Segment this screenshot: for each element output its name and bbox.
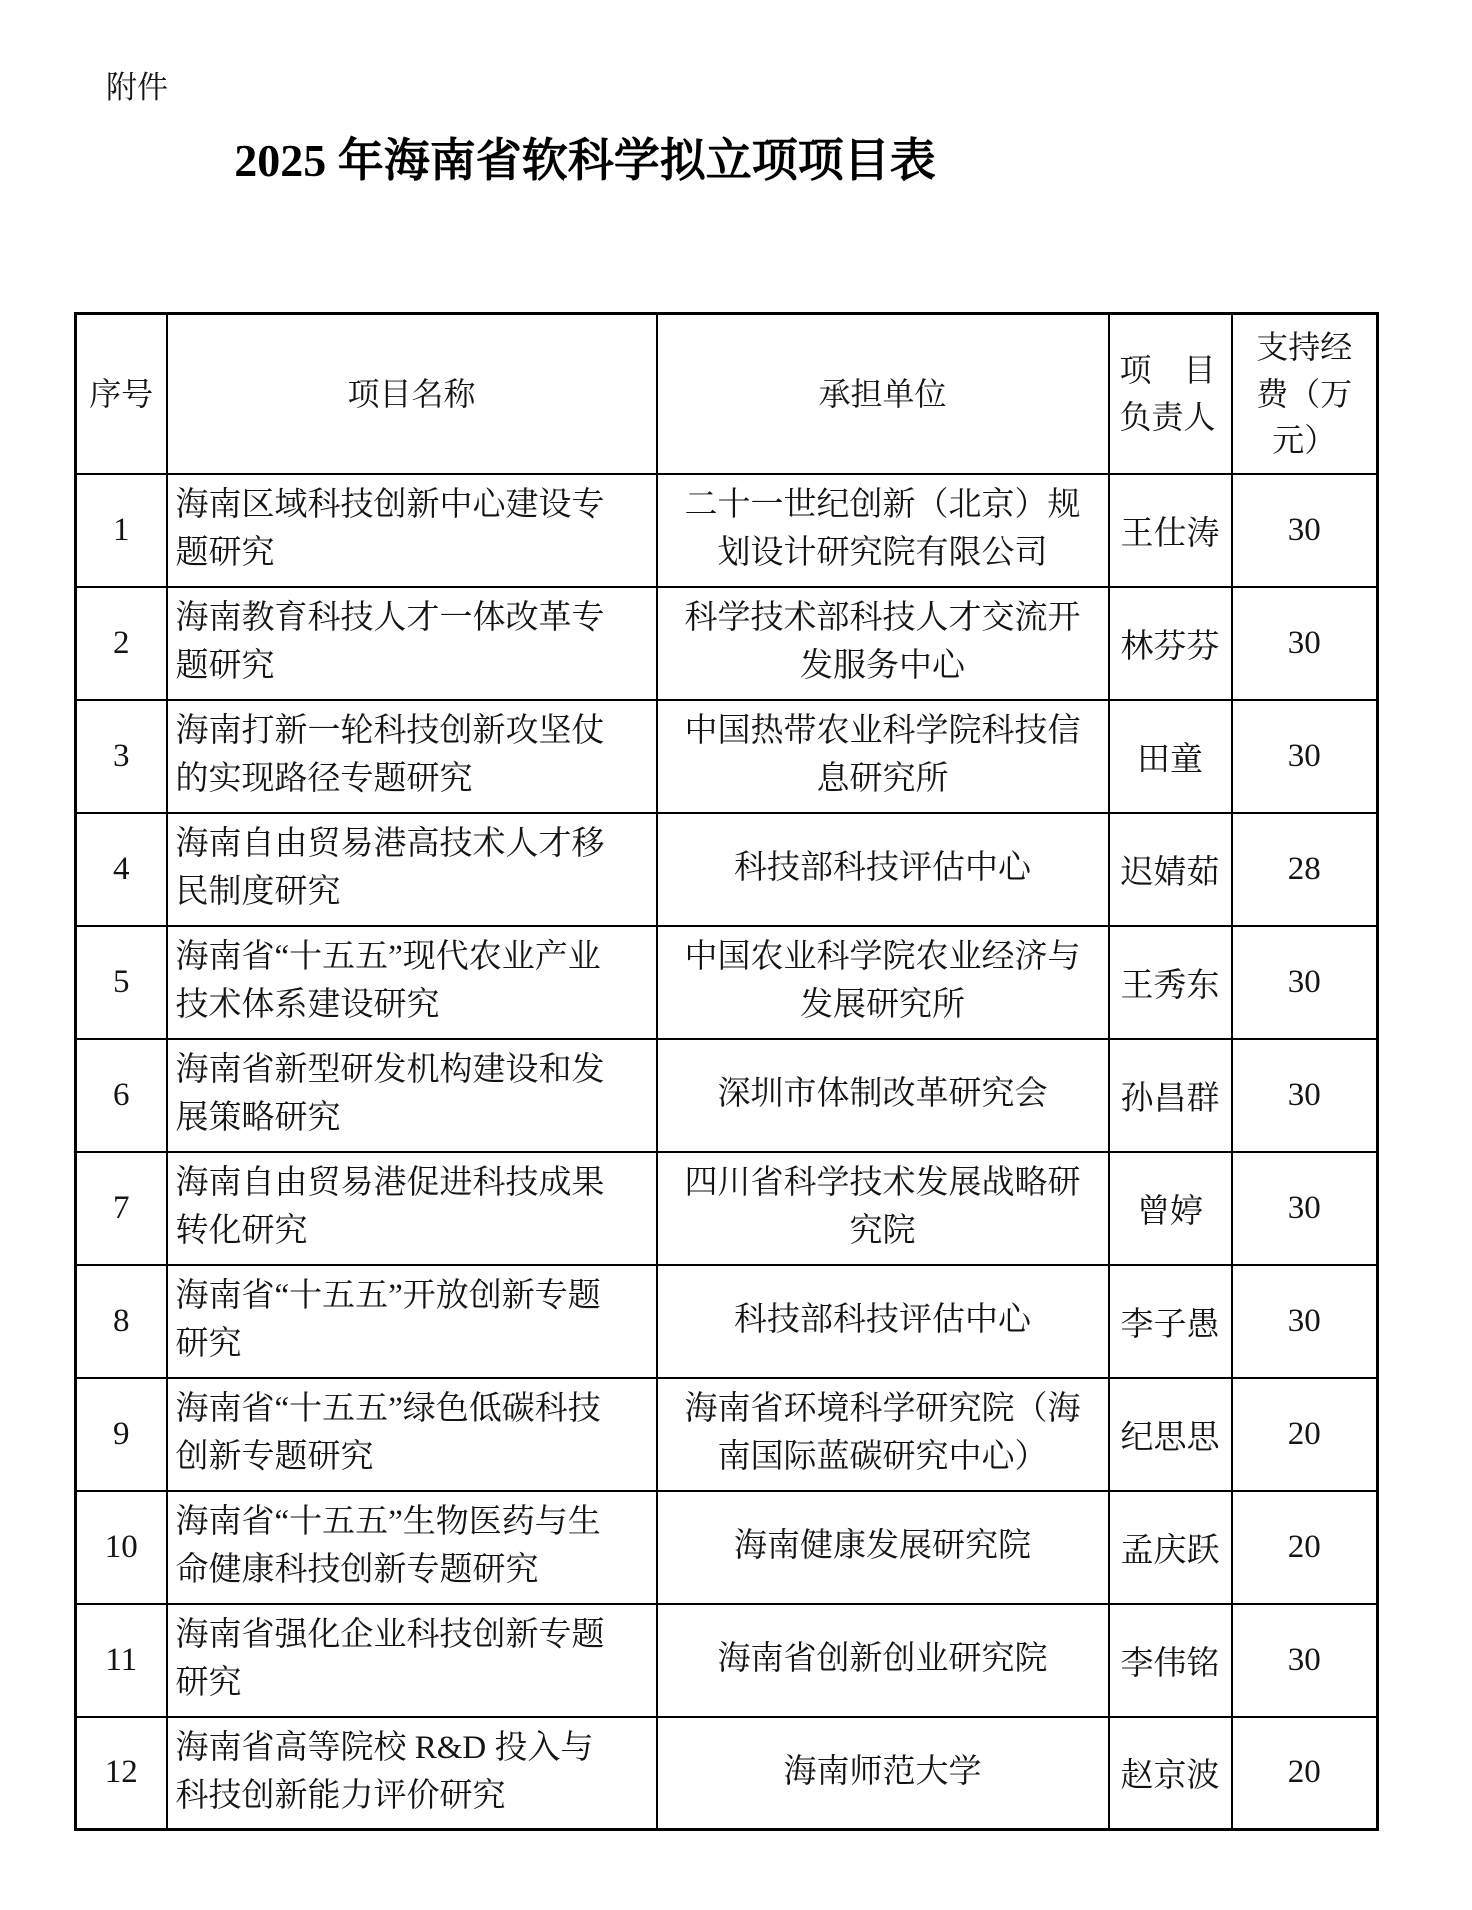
table-row [76,1378,1378,1491]
cell-project: 海南区域科技创新中心建设专题研究 [167,474,657,587]
cell-seq: 11 [76,1604,167,1717]
cell-seq: 2 [76,587,167,700]
cell-project: 海南打新一轮科技创新攻坚仗的实现路径专题研究 [167,700,657,813]
cell-leader: 李伟铭 [1109,1604,1232,1717]
table-row [76,700,1378,813]
table-row [76,813,1378,926]
cell-seq: 4 [76,813,167,926]
header-fund [1232,314,1378,474]
cell-project: 海南自由贸易港促进科技成果转化研究 [167,1152,657,1265]
cell-seq: 5 [76,926,167,1039]
cell-project: 海南省“十五五”现代农业产业技术体系建设研究 [167,926,657,1039]
header-leader-line2: 负责人 [1119,398,1216,435]
table-row [76,1604,1378,1717]
cell-fund: 30 [1232,474,1378,587]
cell-fund: 20 [1232,1491,1378,1604]
cell-unit: 海南师范大学 [657,1717,1109,1830]
cell-fund: 30 [1232,1039,1378,1152]
cell-leader: 曾婷 [1109,1152,1232,1265]
cell-project: 海南省“十五五”绿色低碳科技创新专题研究 [167,1378,657,1491]
cell-leader: 孙昌群 [1109,1039,1232,1152]
cell-seq: 9 [76,1378,167,1491]
table-row [76,1152,1378,1265]
cell-fund: 30 [1232,1604,1378,1717]
cell-leader: 王秀东 [1109,926,1232,1039]
header-unit: 承担单位 [657,314,1109,474]
cell-unit: 科技部科技评估中心 [657,813,1109,926]
table-body [76,474,1378,1830]
table-row [76,1265,1378,1378]
cell-unit: 科学技术部科技人才交流开发服务中心 [657,587,1109,700]
header-leader-line1: 项 目 [1119,352,1216,389]
table-row [76,1717,1378,1830]
cell-project: 海南省“十五五”开放创新专题研究 [167,1265,657,1378]
cell-fund: 30 [1232,1152,1378,1265]
attachment-label: 附件 [106,70,168,105]
cell-project: 海南省高等院校 R&D 投入与科技创新能力评价研究 [167,1717,657,1830]
cell-fund: 30 [1232,1265,1378,1378]
cell-fund: 28 [1232,813,1378,926]
cell-unit: 海南健康发展研究院 [657,1491,1109,1604]
cell-seq: 3 [76,700,167,813]
cell-leader: 孟庆跃 [1109,1491,1232,1604]
cell-leader: 李子愚 [1109,1265,1232,1378]
cell-project: 海南省“十五五”生物医药与生命健康科技创新专题研究 [167,1491,657,1604]
table-header [76,314,1378,474]
cell-unit: 四川省科学技术发展战略研究院 [657,1152,1109,1265]
cell-leader: 迟婧茹 [1109,813,1232,926]
cell-unit: 海南省环境科学研究院（海南国际蓝碳研究中心） [657,1378,1109,1491]
cell-unit: 科技部科技评估中心 [657,1265,1109,1378]
cell-seq: 10 [76,1491,167,1604]
cell-unit: 深圳市体制改革研究会 [657,1039,1109,1152]
cell-project: 海南自由贸易港高技术人才移民制度研究 [167,813,657,926]
cell-project: 海南省新型研发机构建设和发展策略研究 [167,1039,657,1152]
cell-fund: 20 [1232,1717,1378,1830]
cell-seq: 12 [76,1717,167,1830]
table-row [76,587,1378,700]
header-fund-text: 支持经费（万元） [1256,329,1353,458]
cell-leader: 赵京波 [1109,1717,1232,1830]
cell-seq: 6 [76,1039,167,1152]
page-title: 2025 年海南省软科学拟立项项目表 [234,135,936,186]
cell-seq: 8 [76,1265,167,1378]
table-row [76,474,1378,587]
cell-seq: 1 [76,474,167,587]
cell-unit: 二十一世纪创新（北京）规划设计研究院有限公司 [657,474,1109,587]
cell-leader: 纪思思 [1109,1378,1232,1491]
projects-table [74,312,1379,1831]
cell-unit: 中国农业科学院农业经济与发展研究所 [657,926,1109,1039]
cell-unit: 中国热带农业科学院科技信息研究所 [657,700,1109,813]
header-leader [1109,314,1232,474]
table-row [76,1491,1378,1604]
header-seq: 序号 [76,314,167,474]
cell-fund: 30 [1232,926,1378,1039]
table-row [76,926,1378,1039]
cell-unit: 海南省创新创业研究院 [657,1604,1109,1717]
cell-fund: 20 [1232,1378,1378,1491]
cell-seq: 7 [76,1152,167,1265]
cell-fund: 30 [1232,587,1378,700]
cell-project: 海南教育科技人才一体改革专题研究 [167,587,657,700]
header-row [76,314,1378,474]
header-project: 项目名称 [167,314,657,474]
cell-fund: 30 [1232,700,1378,813]
cell-project: 海南省强化企业科技创新专题研究 [167,1604,657,1717]
table-row [76,1039,1378,1152]
cell-leader: 田童 [1109,700,1232,813]
cell-leader: 王仕涛 [1109,474,1232,587]
cell-leader: 林芬芬 [1109,587,1232,700]
